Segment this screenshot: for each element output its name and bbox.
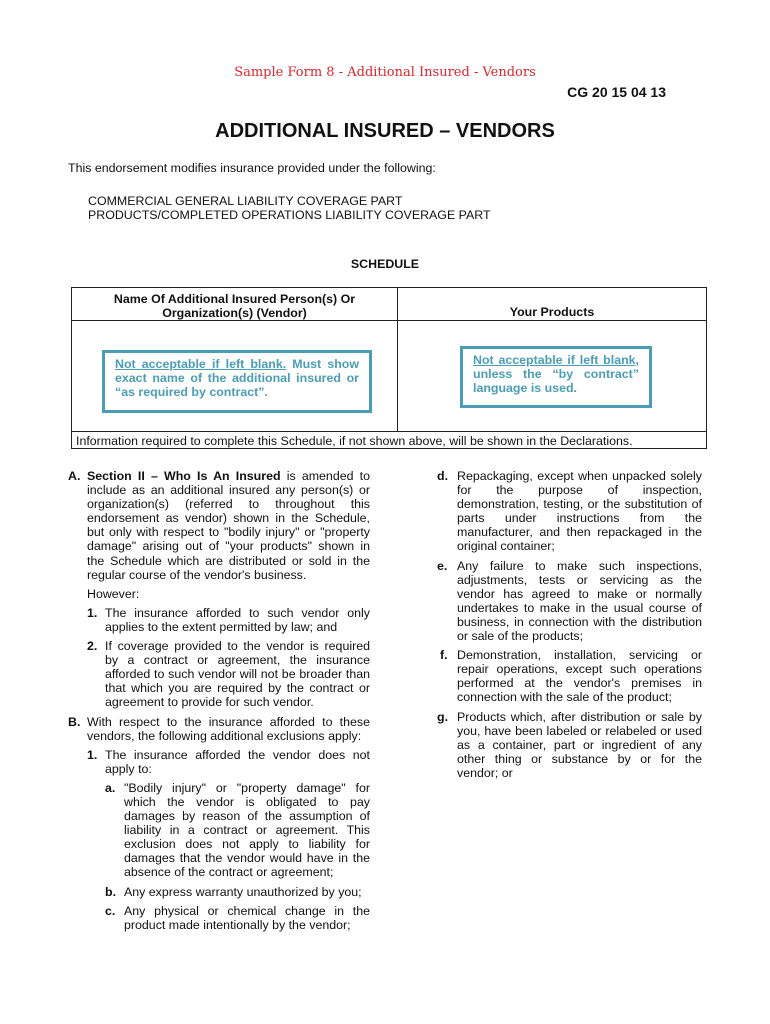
- coverage-part: PRODUCTS/COMPLETED OPERATIONS LIABILITY COVERAGE PART: [88, 208, 491, 223]
- form-number: CG 20 15 04 13: [567, 84, 666, 100]
- section-a2: [68, 639, 370, 709]
- item-label: 1.: [87, 747, 98, 762]
- exclusion-f: [437, 648, 702, 704]
- schedule-table: [71, 287, 707, 449]
- exclusion-c: [68, 904, 370, 932]
- however: However:: [87, 586, 140, 601]
- item-text: If coverage provided to the vendor is required by a contract or agreement, the insurance afforded to such vendor will not be broader than that which you are required by the contract or agreement to provide for such vendor.: [105, 639, 370, 710]
- item-label: 2.: [87, 639, 98, 654]
- item-text: Any failure to make such inspections, adjustments, tests or servicing as the vendor has agreed to make or normally undertakes to make in the usual course of business, in connection with the distribution or sale of the products;: [457, 558, 702, 644]
- section-a1: [68, 606, 370, 634]
- note-text: unless the “by contract” language is used.: [473, 367, 639, 396]
- note-text: Must show exact name of the additional insured or “as required by contract”.: [115, 357, 359, 400]
- coverage-parts: [88, 194, 491, 222]
- intro-text: This endorsement modifies insurance provided under the following:: [68, 161, 436, 175]
- item-text: Demonstration, installation, servicing or repair operations, except such operations performed at the vendor's premises in connection with the sale of the product;: [457, 648, 702, 705]
- item-text: Any physical or chemical change in the product made intentionally by the vendor;: [124, 903, 370, 932]
- item-label: a.: [105, 780, 116, 795]
- coverage-part: COMMERCIAL GENERAL LIABILITY COVERAGE PART: [88, 194, 403, 208]
- section-b: [68, 715, 370, 743]
- exclusion-d: [437, 469, 702, 554]
- section-heading: Section II – Who Is An Insured: [87, 469, 281, 483]
- item-label: B.: [68, 714, 81, 729]
- item-text: Products which, after distribution or sale by you, have been labeled or relabeled or used as a container, part or ingredient of any other thing or substance by or for the vendor; or: [457, 709, 702, 780]
- schedule-footer: Information required to complete this Schedule, if not shown above, will be shown in the Declarations.: [72, 431, 706, 450]
- exclusion-e: [437, 559, 702, 644]
- item-text: The insurance afforded the vendor does not apply to:: [105, 747, 370, 776]
- item-label: b.: [105, 884, 117, 899]
- sample-form-title: Sample Form 8 - Additional Insured - Vendors: [234, 65, 536, 80]
- column-divider: [397, 288, 398, 431]
- right-column: [437, 469, 702, 785]
- schedule-title: SCHEDULE: [350, 257, 420, 271]
- document-title: ADDITIONAL INSURED – VENDORS: [215, 120, 555, 142]
- item-text: Any express warranty unauthorized by you;: [124, 884, 362, 899]
- item-text: With respect to the insurance afforded to these vendors, the following additional exclusions apply:: [87, 714, 370, 743]
- item-text: The insurance afforded to such vendor only applies to the extent permitted by law; and: [105, 605, 370, 634]
- exclusion-a: [68, 781, 370, 880]
- note-emphasis: Not acceptable if left blank.: [115, 357, 287, 371]
- products-note: [460, 346, 652, 408]
- vendor-name-note: [102, 350, 372, 413]
- col2-header: Your Products: [397, 288, 707, 321]
- item-label: f.: [440, 648, 448, 663]
- section-a: [68, 469, 370, 582]
- exclusion-g: [437, 710, 702, 780]
- item-text: is amended to include as an additional insured any person(s) or organization(s) (referred to throughout this endorsement as vendor) shown in the Schedule, but only with respect to "bodily injury" or "property damage" arising out of "your products" shown in the Schedule which are distributed or sold in the regular course of the vendor's business.: [87, 469, 370, 582]
- note-emphasis: Not acceptable if left blank,: [473, 353, 639, 367]
- section-b1: [68, 748, 370, 776]
- col1-header: Name Of Additional Insured Person(s) Or Organization(s) (Vendor): [72, 288, 397, 321]
- item-label: d.: [437, 469, 449, 483]
- exclusion-b: [68, 885, 370, 899]
- item-text: "Bodily injury" or "property damage" for which the vendor is obligated to pay damages by reason of the assumption of liability in a contract or agreement. This exclusion does not apply to liability for damages that the vendor would have in the absence of the contract or agreement;: [124, 780, 370, 880]
- item-label: g.: [437, 709, 449, 724]
- left-column: [68, 469, 370, 937]
- item-label: c.: [105, 903, 116, 918]
- item-label: e.: [437, 558, 448, 573]
- item-label: 1.: [87, 605, 98, 620]
- item-label: A.: [68, 469, 81, 483]
- item-text: Repackaging, except when unpacked solely for the purpose of inspection, demonstration, testing, or the substitution of parts under instructions from the manufacturer, and then repackaged in the original container;: [457, 469, 702, 554]
